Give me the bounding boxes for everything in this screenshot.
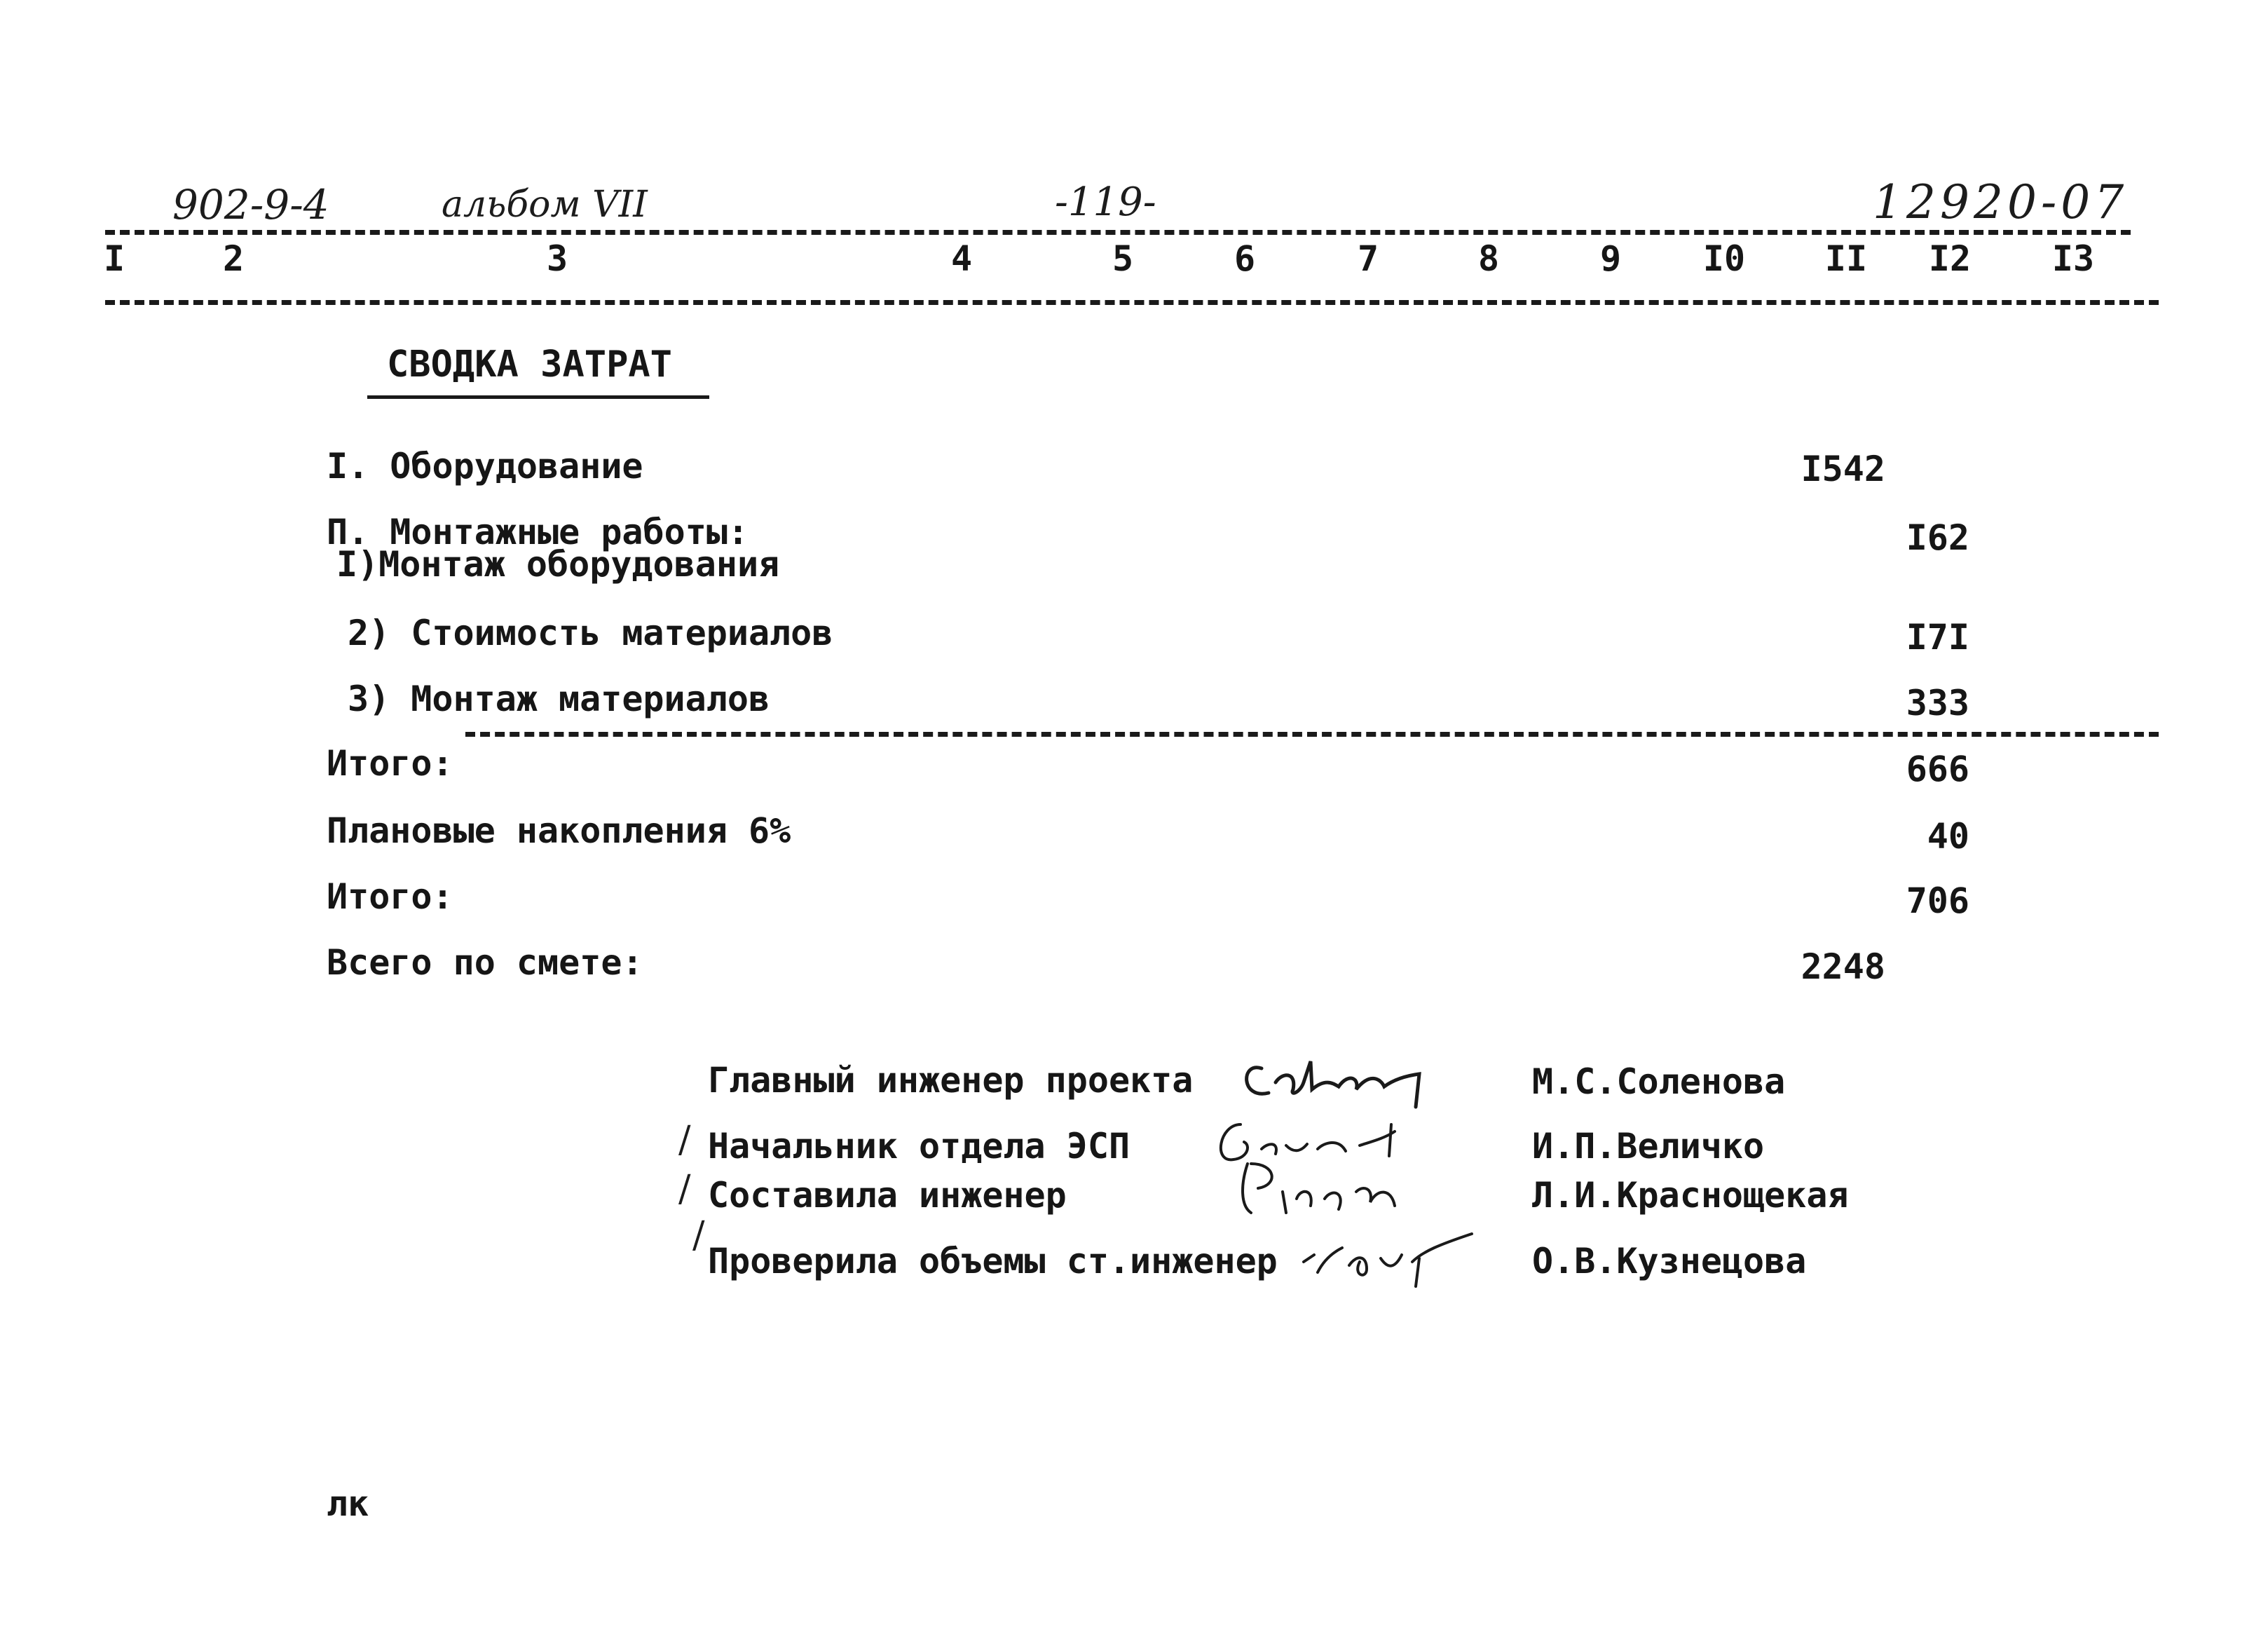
margin-tick: / — [678, 1119, 691, 1161]
margin-tick: / — [692, 1214, 705, 1256]
column-number: II — [1824, 238, 1868, 279]
margin-tick: / — [678, 1168, 691, 1210]
column-number: 9 — [1599, 238, 1622, 279]
cost-row-label: I)Монтаж оборудования — [336, 544, 780, 585]
typist-initials: лк — [327, 1483, 369, 1524]
signer-role: Составила инженер — [708, 1175, 1067, 1216]
cost-row-value: I7I — [1906, 617, 1969, 658]
cost-row-label: 3) Монтаж материалов — [348, 679, 770, 719]
column-number: 2 — [222, 238, 245, 279]
cost-row-label: Плановые накопления 6% — [327, 810, 791, 851]
cost-row-value: 666 — [1906, 749, 1969, 789]
column-number: I0 — [1702, 238, 1746, 279]
cost-row-label: I. Оборудование — [327, 446, 643, 487]
column-number: 3 — [546, 238, 568, 279]
column-number: I2 — [1928, 238, 1972, 279]
document-title: СВОДКА ЗАТРАТ — [387, 344, 672, 386]
page-number: -119- — [1055, 179, 1156, 225]
signature-mark — [1220, 1150, 1444, 1227]
album-label: альбом VII — [442, 184, 648, 226]
signer-role: Начальник отдела ЭСП — [708, 1126, 1130, 1167]
header-top-rule — [105, 230, 2131, 235]
signature-mark — [1290, 1220, 1514, 1297]
cost-row-label: 2) Стоимость материалов — [348, 613, 833, 653]
column-number: 7 — [1357, 238, 1379, 279]
cost-row-value: 2248 — [1801, 946, 1885, 987]
signer-name: Л.И.Краснощекая — [1532, 1175, 1849, 1216]
cost-row-value: I62 — [1906, 517, 1969, 558]
cost-row-label: Итого: — [327, 743, 453, 784]
signer-name: О.В.Кузнецова — [1532, 1241, 1807, 1281]
column-number: 5 — [1112, 238, 1134, 279]
cost-section-label: П. Монтажные работы: — [327, 512, 749, 552]
header-bottom-rule — [105, 300, 2159, 305]
cost-row-value: 40 — [1927, 816, 1969, 857]
column-number: 4 — [950, 238, 973, 279]
signer-role: Главный инженер проекта — [708, 1060, 1194, 1101]
signer-name: М.С.Соленова — [1532, 1061, 1786, 1102]
title-underline — [367, 395, 709, 399]
column-number: I — [103, 238, 125, 279]
signer-name: И.П.Величко — [1532, 1126, 1765, 1167]
column-number: 8 — [1477, 238, 1500, 279]
document-number: 12920-07 — [1873, 175, 2129, 229]
album-code: 902-9-4 — [172, 181, 329, 229]
signer-role: Проверила объемы ст.инженер — [708, 1241, 1278, 1281]
cost-row-value: 333 — [1906, 683, 1969, 723]
cost-row-value: 706 — [1906, 880, 1969, 921]
subtotal-rule — [465, 732, 2159, 737]
cost-row-label: Итого: — [327, 876, 453, 917]
column-number: I3 — [2051, 238, 2095, 279]
cost-row-label: Всего по смете: — [327, 942, 643, 983]
cost-row-value: I542 — [1801, 449, 1885, 489]
column-number: 6 — [1234, 238, 1256, 279]
